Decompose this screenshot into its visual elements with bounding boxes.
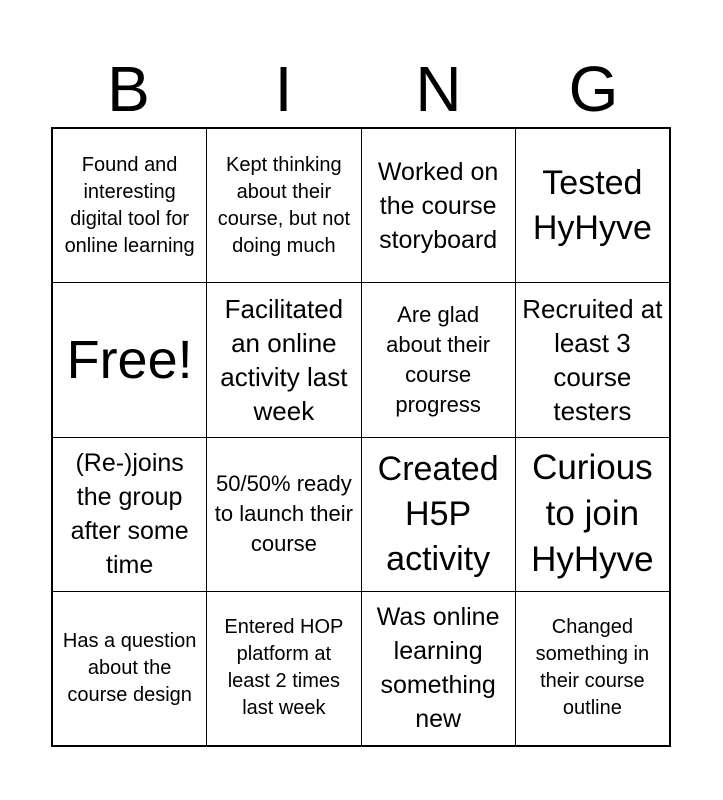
bingo-cell[interactable] (53, 129, 206, 282)
cell-text: Changed something in their course outline (535, 616, 650, 720)
bingo-cell[interactable] (207, 283, 360, 436)
cell-text: Curious to join HyHyve (531, 448, 654, 580)
bingo-cell[interactable] (362, 438, 515, 591)
cell-text: (Re-)joins the group after some time (70, 449, 189, 580)
header-letter-b: B (107, 53, 150, 125)
cell-text: Facilitated an online activity last week (220, 293, 348, 426)
cell-text: Was online learning something new (376, 603, 500, 734)
cell-text: Created H5P activity (377, 449, 499, 578)
bingo-cell[interactable] (207, 438, 360, 591)
header-letter-i: I (274, 53, 293, 125)
bingo-cell[interactable] (53, 438, 206, 591)
cell-text: Are glad about their course progress (386, 301, 491, 417)
cell-text: 50/50% ready to launch their course (214, 471, 353, 557)
cell-text: Worked on the course storyboard (377, 157, 499, 254)
cell-text: Recruited at least 3 course testers (522, 293, 663, 426)
bingo-cell[interactable] (516, 129, 669, 282)
cell-text: Entered HOP platform at least 2 times last week (224, 616, 344, 720)
cell-text: Has a question about the course design (62, 629, 197, 706)
free-cell[interactable] (53, 283, 206, 436)
bingo-cell[interactable] (362, 283, 515, 436)
cell-text: Found and interesting digital tool for online learning (64, 153, 195, 257)
bingo-board (51, 127, 671, 747)
bingo-cell[interactable] (207, 592, 360, 745)
bingo-cell[interactable] (53, 592, 206, 745)
bingo-header (51, 50, 671, 128)
bingo-cell[interactable] (362, 129, 515, 282)
header-letter-g: G (568, 53, 619, 125)
bingo-cell[interactable] (516, 592, 669, 745)
bingo-cell[interactable] (516, 283, 669, 436)
header-letter-n: N (415, 53, 462, 125)
cell-text: Kept thinking about their course, but not doing much (217, 153, 351, 257)
bingo-cell[interactable] (362, 592, 515, 745)
cell-text: Tested HyHyve (532, 163, 652, 247)
bingo-cell[interactable] (516, 438, 669, 591)
bingo-cell[interactable] (207, 129, 360, 282)
cell-text: Free! (66, 329, 193, 390)
